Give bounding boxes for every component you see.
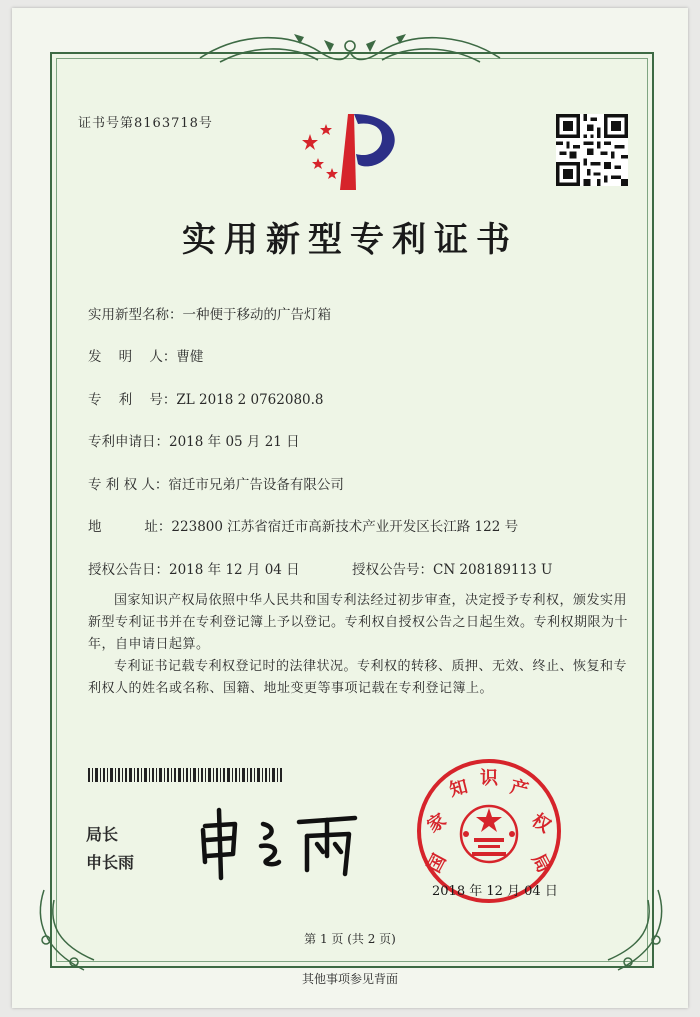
footer-note: 其他事项参见背面 <box>301 972 398 986</box>
inventor-value: 曹健 <box>176 349 204 365</box>
name-label: 实用新型名称： <box>88 307 183 323</box>
patent-office-logo <box>296 104 406 194</box>
grant-date-label: 授权公告日： <box>88 562 169 578</box>
patentee-value: 宿迁市兄弟广告设备有限公司 <box>168 477 344 493</box>
seal-date: 2018 年 12 月 04 日 <box>432 884 558 899</box>
certificate-number: 证书号第8163718号 <box>78 116 213 131</box>
filing-date-field <box>88 430 300 450</box>
grant-number-label: 授权公告号： <box>352 562 433 578</box>
grant-number-value: CN 208189113 U <box>433 562 553 578</box>
grant-number-field <box>352 558 552 578</box>
grant-date-value: 2018 年 12 月 04 日 <box>169 562 300 578</box>
patentee-label: 专 利 权 人： <box>88 477 169 493</box>
patentee-field <box>88 473 344 493</box>
certificate-paragraph-2: 专利证书记载专利权登记时的法律状况。专利权的转移、质押、无效、终止、恢复和专利权人的姓名或名称、国籍、地址变更等事项记载在专利登记簿上。 <box>88 659 628 696</box>
svg-text:家: 家 <box>423 809 451 838</box>
top-ornament <box>0 22 700 82</box>
barcode <box>88 768 284 782</box>
page-number: 第 1 页 (共 2 页) <box>304 932 396 946</box>
address-field <box>88 515 518 535</box>
svg-text:权: 权 <box>527 809 555 838</box>
grant-date-field <box>88 558 300 578</box>
certificate-paragraph-1: 国家知识产权局依照中华人民共和国专利法经过初步审查，决定授予专利权，颁发实用新型专利证书并在专利登记簿上予以登记。专利权自授权公告之日起生效。专利权期限为十年，自申请日起算。 <box>88 593 629 652</box>
qr-code[interactable] <box>556 114 628 186</box>
director-title: 局长 <box>86 825 119 844</box>
name-field <box>88 303 331 323</box>
address-value: 223800 江苏省宿迁市高新技术产业开发区长江路 122 号 <box>171 519 519 535</box>
patent-number-field <box>88 388 324 408</box>
svg-text:局: 局 <box>527 850 555 877</box>
inventor-label: 发 明 人： <box>88 349 177 365</box>
name-value: 一种便于移动的广告灯箱 <box>182 307 331 323</box>
filing-date-label: 专利申请日： <box>88 434 169 450</box>
filing-date-value: 2018 年 05 月 21 日 <box>169 434 300 450</box>
svg-text:国: 国 <box>423 850 451 877</box>
svg-text:识: 识 <box>480 768 498 789</box>
certificate-title: 实用新型专利证书 <box>182 220 518 260</box>
inventor-field <box>88 345 203 365</box>
address-label: 地 址： <box>88 519 172 535</box>
director-signature <box>195 804 365 884</box>
svg-text:知: 知 <box>447 776 470 802</box>
patent-number-value: ZL 2018 2 0762080.8 <box>176 392 324 408</box>
patent-number-label: 专 利 号： <box>88 392 177 408</box>
svg-text:产: 产 <box>508 776 531 802</box>
director-name: 申长雨 <box>86 853 135 872</box>
